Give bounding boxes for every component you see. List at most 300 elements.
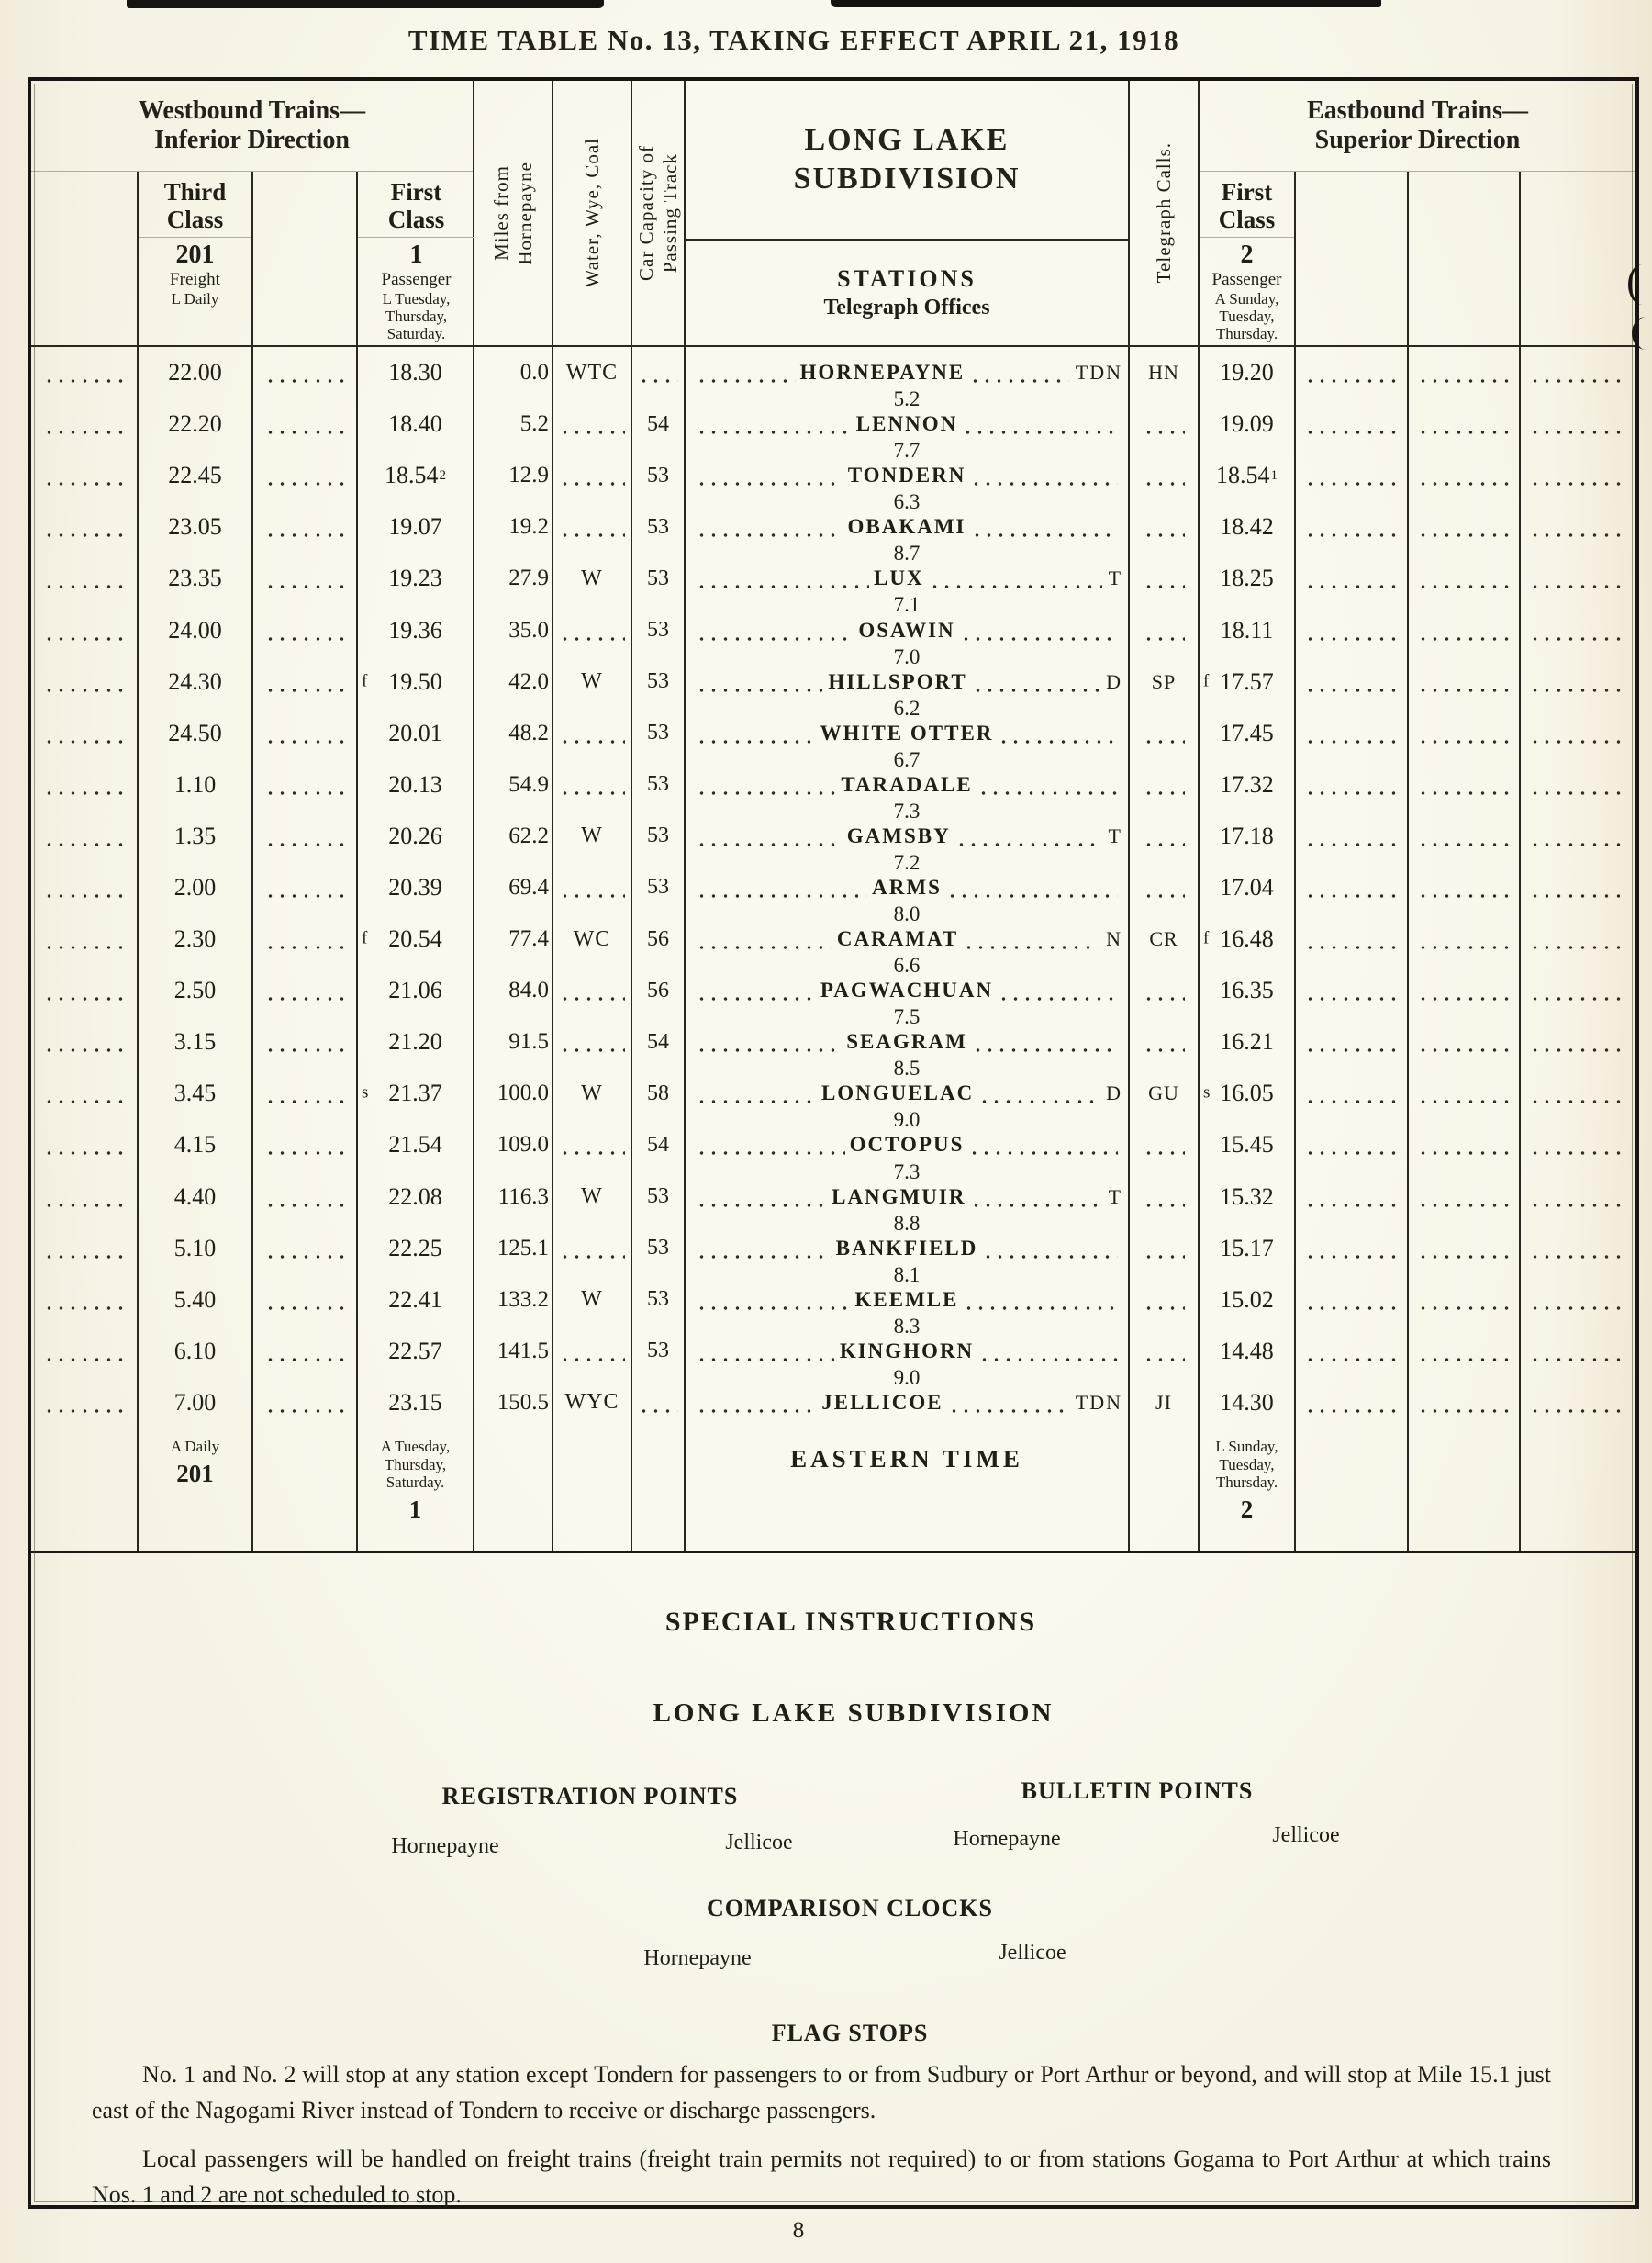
time-train-1 xyxy=(358,708,474,759)
dot-leader xyxy=(1529,482,1626,486)
time-train-1 xyxy=(358,656,474,708)
trailing-cell xyxy=(1409,656,1521,708)
margin-column-header xyxy=(31,172,139,345)
margin-cell xyxy=(31,398,139,450)
telegraph-office-code: TDN xyxy=(1075,1390,1123,1414)
dot-leader xyxy=(1529,1255,1626,1259)
time-train-201 xyxy=(139,1223,253,1274)
dot-leader xyxy=(1143,1048,1185,1052)
flag-stop-letter: f xyxy=(362,671,368,691)
telegraph-call-cell xyxy=(1130,759,1200,811)
capacity-cell xyxy=(632,759,686,811)
time-train-2 xyxy=(1200,811,1296,862)
time-train-2 xyxy=(1200,965,1296,1016)
time-train-201 xyxy=(139,656,253,708)
miles-column-label xyxy=(474,81,552,345)
mileage-between-stations: 9.0 xyxy=(893,1365,921,1389)
footer-calls-cell xyxy=(1130,1428,1200,1551)
capacity-cell xyxy=(632,501,686,553)
dot-leader xyxy=(264,1409,344,1413)
time-value: 15.17 xyxy=(1220,1234,1274,1261)
dot-leader xyxy=(696,894,867,898)
time-train-2 xyxy=(1200,1326,1296,1377)
telegraph-call-cell xyxy=(1130,450,1200,501)
time-value: 22.45 xyxy=(168,462,222,489)
capacity-cell xyxy=(632,1274,686,1326)
dot-leader xyxy=(1417,689,1511,692)
capacity-cell xyxy=(632,862,686,913)
dot-leader xyxy=(970,482,1118,486)
miles-value: 100.0 xyxy=(497,1081,549,1106)
eastbound-title-line1: Eastbound Trains— xyxy=(1307,95,1528,125)
time-value: 18.54 xyxy=(385,462,439,489)
time-train-1 xyxy=(358,604,474,655)
time-train-2 xyxy=(1200,398,1296,450)
dot-leader xyxy=(264,1151,344,1155)
water-cell xyxy=(553,656,632,708)
time-train-201 xyxy=(139,1171,253,1223)
trailing-cell xyxy=(1521,553,1635,604)
margin-cell xyxy=(31,604,139,655)
dot-leader xyxy=(1417,1409,1511,1413)
spare-cell xyxy=(253,450,358,501)
time-value: 15.02 xyxy=(1220,1285,1274,1313)
dot-leader xyxy=(559,894,624,898)
time-train-1 xyxy=(358,553,474,604)
water-cell xyxy=(553,759,632,811)
dot-leader xyxy=(1143,431,1185,434)
time-value: 20.01 xyxy=(388,719,442,746)
spare-cell xyxy=(253,965,358,1016)
telegraph-call-cell xyxy=(1130,1377,1200,1428)
time-train-1 xyxy=(358,1274,474,1326)
dot-leader xyxy=(264,843,344,846)
first-class-2-label xyxy=(1200,172,1294,238)
mileage-between-stations: 6.2 xyxy=(893,696,921,720)
time-value: 19.07 xyxy=(388,513,442,541)
water-wye-coal-code: W xyxy=(581,823,603,848)
footer-capacity-cell xyxy=(632,1428,686,1551)
miles-cell xyxy=(474,708,553,759)
capacity-cell xyxy=(632,1068,686,1119)
capacity-column-header xyxy=(632,81,686,345)
miles-cell xyxy=(474,1274,553,1326)
trailing-cell xyxy=(1296,501,1409,553)
miles-value: 109.0 xyxy=(497,1132,549,1158)
mileage-between-stations: 7.3 xyxy=(893,799,921,823)
capacity-value: 58 xyxy=(647,1081,669,1105)
margin-cell xyxy=(31,347,139,398)
dot-leader xyxy=(1417,1306,1511,1310)
time-value: 20.39 xyxy=(388,873,442,901)
dot-leader xyxy=(264,1255,344,1259)
dot-leader xyxy=(929,585,1102,588)
text-line: Miles from xyxy=(489,165,512,261)
trailing-cell xyxy=(1409,811,1521,862)
spare-cell xyxy=(253,1119,358,1171)
capacity-cell xyxy=(632,1377,686,1428)
scan-artifact xyxy=(831,0,1381,7)
dot-leader xyxy=(1529,1151,1626,1155)
water-wye-coal-code: W xyxy=(581,669,603,694)
dot-leader xyxy=(971,533,1119,537)
time-train-2 xyxy=(1200,1068,1296,1119)
first-class-1-label xyxy=(358,172,474,238)
dot-leader xyxy=(264,1204,344,1207)
telegraph-call-cell xyxy=(1130,965,1200,1016)
dot-leader xyxy=(43,791,126,795)
dot-leader xyxy=(998,740,1118,744)
time-value: 24.00 xyxy=(168,616,222,644)
dot-leader xyxy=(559,533,624,537)
dot-leader xyxy=(264,1358,344,1361)
telegraph-call-cell xyxy=(1130,1171,1200,1223)
telegraph-call-code: CR xyxy=(1149,927,1178,951)
dot-leader xyxy=(1304,533,1399,537)
time-train-201 xyxy=(139,1119,253,1171)
miles-cell xyxy=(474,1377,553,1428)
trailing-cell xyxy=(1409,553,1521,604)
dot-leader xyxy=(696,1409,817,1413)
station-name: BANKFIELD xyxy=(835,1236,978,1260)
dot-leader xyxy=(1529,791,1626,795)
trailing-cell xyxy=(1521,1068,1635,1119)
dot-leader xyxy=(696,843,843,846)
mileage-between-stations: 9.0 xyxy=(893,1108,921,1132)
dot-leader xyxy=(1417,431,1511,434)
westbound-header xyxy=(31,81,474,345)
miles-value: 116.3 xyxy=(497,1183,549,1209)
trailing-cell xyxy=(1521,656,1635,708)
trailing-cell xyxy=(1296,450,1409,501)
station-name: LENNON xyxy=(855,412,958,436)
time-train-2 xyxy=(1200,862,1296,913)
third-class-label xyxy=(139,172,251,238)
dot-leader xyxy=(559,791,624,795)
footer-miles-cell xyxy=(474,1428,553,1551)
dot-leader xyxy=(43,1306,126,1310)
dot-leader xyxy=(998,997,1118,1001)
time-value: 19.09 xyxy=(1220,410,1274,438)
capacity-cell xyxy=(632,1016,686,1068)
station-name: LUX xyxy=(874,566,924,590)
mileage-between-stations: 8.8 xyxy=(893,1211,921,1235)
time-train-201 xyxy=(139,862,253,913)
dot-leader xyxy=(1304,482,1399,486)
train-number-2: 2 xyxy=(1240,241,1254,269)
spare-cell xyxy=(253,913,358,965)
capacity-cell xyxy=(632,1223,686,1274)
footer-spare-cell xyxy=(253,1428,358,1551)
station-name: TARADALE xyxy=(841,772,973,796)
dot-leader xyxy=(1304,997,1399,1001)
spare-cell xyxy=(253,1016,358,1068)
trailing-cell xyxy=(1521,862,1635,913)
dot-leader xyxy=(696,431,852,434)
capacity-cell xyxy=(632,965,686,1016)
telegraph-call-code: SP xyxy=(1151,669,1177,693)
time-train-1 xyxy=(358,1119,474,1171)
spare-cell xyxy=(253,656,358,708)
telegraph-office-code: N xyxy=(1106,927,1123,951)
spare-cell xyxy=(253,1223,358,1274)
dot-leader xyxy=(970,1204,1101,1207)
miles-value: 12.9 xyxy=(508,463,549,488)
dot-leader xyxy=(1529,894,1626,898)
telegraph-office-code: D xyxy=(1106,1081,1123,1105)
trailing-cell xyxy=(1409,1326,1521,1377)
dot-leader xyxy=(696,1048,842,1052)
station-name: KEEMLE xyxy=(854,1287,959,1311)
margin-cell xyxy=(31,1171,139,1223)
station-name: LANGMUIR xyxy=(832,1184,966,1208)
time-value: 1.35 xyxy=(173,822,217,849)
dot-leader xyxy=(1143,791,1185,795)
margin-cell xyxy=(31,1119,139,1171)
text-line: Passing Track xyxy=(658,152,681,274)
trailing-cell xyxy=(1409,1171,1521,1223)
text-line: Thursday, xyxy=(385,307,448,325)
text-line: First xyxy=(1221,178,1273,206)
water-cell xyxy=(553,1119,632,1171)
water-cell xyxy=(553,811,632,862)
mileage-between-stations: 7.7 xyxy=(893,439,921,463)
time-train-2 xyxy=(1200,1119,1296,1171)
text-line: Class xyxy=(387,205,445,233)
dot-leader xyxy=(264,533,344,537)
capacity-cell xyxy=(632,450,686,501)
spare-cell xyxy=(253,1274,358,1326)
trailing-cell xyxy=(1521,1377,1635,1428)
stations-label: STATIONS xyxy=(837,265,977,292)
dot-leader xyxy=(43,379,126,383)
miles-cell xyxy=(474,1223,553,1274)
capacity-value: 53 xyxy=(647,463,669,487)
dot-leader xyxy=(1304,1151,1399,1155)
text-line: A Sunday, xyxy=(1214,289,1279,308)
trailing-cell xyxy=(1521,1223,1635,1274)
dot-leader xyxy=(696,637,854,641)
trailing-cell xyxy=(1296,398,1409,450)
telegraph-call-cell xyxy=(1130,1119,1200,1171)
miles-cell xyxy=(474,1119,553,1171)
spare-cell xyxy=(253,1171,358,1223)
capacity-column-label xyxy=(632,81,684,345)
dot-leader xyxy=(43,637,126,641)
dot-leader xyxy=(264,946,344,949)
flag-stop-letter: f xyxy=(1203,928,1210,948)
telegraph-call-cell xyxy=(1130,1068,1200,1119)
capacity-value: 54 xyxy=(647,1029,669,1054)
telegraph-call-cell xyxy=(1130,913,1200,965)
time-value: 24.50 xyxy=(168,719,222,746)
eastbound-title-line2: Superior Direction xyxy=(1314,126,1521,154)
dot-leader xyxy=(1304,431,1399,434)
footer-no1-number: 1 xyxy=(408,1495,422,1523)
dot-leader xyxy=(1529,1204,1626,1207)
trailing-cell xyxy=(1296,965,1409,1016)
dot-leader xyxy=(1417,533,1511,537)
time-value: 15.32 xyxy=(1220,1182,1274,1210)
dot-leader xyxy=(1529,946,1626,949)
text-line: Thursday, xyxy=(384,1455,447,1473)
telegraph-call-cell xyxy=(1130,398,1200,450)
page-title: TIME TABLE No. 13, TAKING EFFECT APRIL 21, 1918 xyxy=(407,24,1180,56)
capacity-cell xyxy=(632,604,686,655)
telegraph-call-cell xyxy=(1130,862,1200,913)
dot-leader xyxy=(696,379,796,383)
dot-leader xyxy=(1304,843,1399,846)
train-2-service: Passenger xyxy=(1211,270,1282,289)
time-train-201 xyxy=(139,604,253,655)
time-train-2 xyxy=(1200,759,1296,811)
footer-no2-note xyxy=(1215,1438,1278,1492)
table-footer xyxy=(31,1428,1635,1553)
train-1-days xyxy=(383,290,451,342)
station-cell xyxy=(686,347,1130,411)
dot-leader xyxy=(968,1151,1118,1155)
telegraph-call-cell xyxy=(1130,708,1200,759)
capacity-value: 53 xyxy=(647,1236,669,1260)
dot-leader xyxy=(43,894,126,898)
dot-leader xyxy=(1143,482,1185,486)
dot-leader xyxy=(1304,1358,1399,1361)
telegraph-call-cell xyxy=(1130,1223,1200,1274)
dot-leader xyxy=(1304,946,1399,949)
time-train-201 xyxy=(139,1016,253,1068)
text-line: Third xyxy=(163,178,227,206)
dot-leader xyxy=(972,1048,1118,1052)
time-value: 21.54 xyxy=(388,1131,442,1159)
time-value: 16.48 xyxy=(1220,925,1274,953)
capacity-cell xyxy=(632,1171,686,1223)
registration-point: Jellicoe xyxy=(725,1831,793,1854)
trailing-cell xyxy=(1409,965,1521,1016)
dot-leader xyxy=(1529,689,1626,692)
dot-leader xyxy=(559,740,624,744)
dot-leader xyxy=(1417,637,1511,641)
dot-leader xyxy=(43,997,126,1001)
capacity-value: 53 xyxy=(647,721,669,745)
text-line: Telegraph Calls. xyxy=(1152,142,1175,284)
table-header xyxy=(31,81,1635,347)
capacity-value: 53 xyxy=(647,1287,669,1312)
text-line: Car Capacity of xyxy=(634,145,657,281)
dot-leader xyxy=(264,482,344,486)
trailing-cell xyxy=(1521,913,1635,965)
dot-leader xyxy=(264,379,344,383)
dot-leader xyxy=(1529,1306,1626,1310)
text-line: Water, Wye, Coal xyxy=(580,138,603,288)
flag-stop-letter: s xyxy=(1203,1082,1211,1103)
mileage-between-stations: 5.2 xyxy=(893,387,921,411)
trailing-cell xyxy=(1409,450,1521,501)
comparison-point: Jellicoe xyxy=(999,1941,1066,1965)
special-subdivision-title: LONG LAKE SUBDIVISION xyxy=(653,1698,1055,1728)
dot-leader xyxy=(1143,997,1185,1001)
time-value: 16.05 xyxy=(1220,1080,1274,1107)
train-1-service: Passenger xyxy=(381,270,452,289)
capacity-value: 53 xyxy=(647,514,669,539)
water-cell xyxy=(553,1171,632,1223)
time-value: 4.15 xyxy=(173,1131,217,1159)
flag-stops-paragraph-1: No. 1 and No. 2 will stop at any station except Tondern for passengers to or from Sudbury or Port Arthur or beyond, and will stop at Mile 15.1 just east of the Nagogami River instead of Tondern to receive or discharge passengers. xyxy=(92,2061,1551,2123)
time-train-1 xyxy=(358,1068,474,1119)
dot-leader xyxy=(1529,379,1626,383)
time-train-201 xyxy=(139,501,253,553)
time-train-2 xyxy=(1200,708,1296,759)
capacity-cell xyxy=(632,708,686,759)
margin-cell xyxy=(31,965,139,1016)
time-value: 21.20 xyxy=(388,1028,442,1056)
station-name: OCTOPUS xyxy=(849,1133,965,1157)
dot-leader xyxy=(696,1306,851,1310)
time-train-1 xyxy=(358,913,474,965)
dot-leader xyxy=(264,1100,344,1103)
dot-leader xyxy=(43,1100,126,1103)
trailing-cell xyxy=(1296,1326,1409,1377)
miles-value: 27.9 xyxy=(508,566,549,591)
station-name: SEAGRAM xyxy=(846,1030,967,1054)
capacity-value: 56 xyxy=(647,978,669,1003)
dot-leader xyxy=(1529,1048,1626,1052)
time-value: 18.42 xyxy=(1220,513,1274,541)
dot-leader xyxy=(978,1100,1099,1103)
time-train-201 xyxy=(139,759,253,811)
text-line: LONG LAKE xyxy=(804,122,1010,157)
trailing-cell xyxy=(1296,1171,1409,1223)
dot-leader xyxy=(264,997,344,1001)
train-number-201: 201 xyxy=(175,241,215,269)
trailing-cell xyxy=(1296,759,1409,811)
telegraph-call-code: HN xyxy=(1148,361,1179,385)
capacity-cell xyxy=(632,913,686,965)
dot-leader xyxy=(955,843,1102,846)
dot-leader xyxy=(1143,740,1185,744)
westbound-title-line1: Westbound Trains— xyxy=(138,95,366,125)
time-train-1 xyxy=(358,1016,474,1068)
miles-cell xyxy=(474,862,553,913)
time-value: 3.15 xyxy=(173,1028,217,1056)
spare-cell xyxy=(253,347,358,398)
water-cell xyxy=(553,604,632,655)
text-line: Saturday. xyxy=(386,324,446,342)
time-value: 22.20 xyxy=(168,410,222,438)
dot-leader xyxy=(1529,431,1626,434)
margin-cell xyxy=(31,1016,139,1068)
time-value: 23.35 xyxy=(168,565,222,592)
spare-cell xyxy=(253,811,358,862)
water-wye-coal-code: W xyxy=(581,1287,603,1312)
dot-leader xyxy=(696,1151,845,1155)
trailing-cell xyxy=(1521,708,1635,759)
time-train-2 xyxy=(1200,604,1296,655)
spare-column-header xyxy=(253,172,358,345)
time-value: 2.30 xyxy=(173,925,217,953)
miles-cell xyxy=(474,656,553,708)
water-cell xyxy=(553,347,632,398)
miles-cell xyxy=(474,913,553,965)
margin-cell xyxy=(31,913,139,965)
footer-time-zone xyxy=(686,1428,1130,1551)
margin-cell xyxy=(31,1274,139,1326)
dot-leader xyxy=(264,1306,344,1310)
station-name: ARMS xyxy=(872,875,942,899)
footer-margin-cell xyxy=(31,1428,139,1551)
dot-leader xyxy=(43,689,126,692)
miles-value: 91.5 xyxy=(508,1029,549,1055)
time-train-2 xyxy=(1200,913,1296,965)
